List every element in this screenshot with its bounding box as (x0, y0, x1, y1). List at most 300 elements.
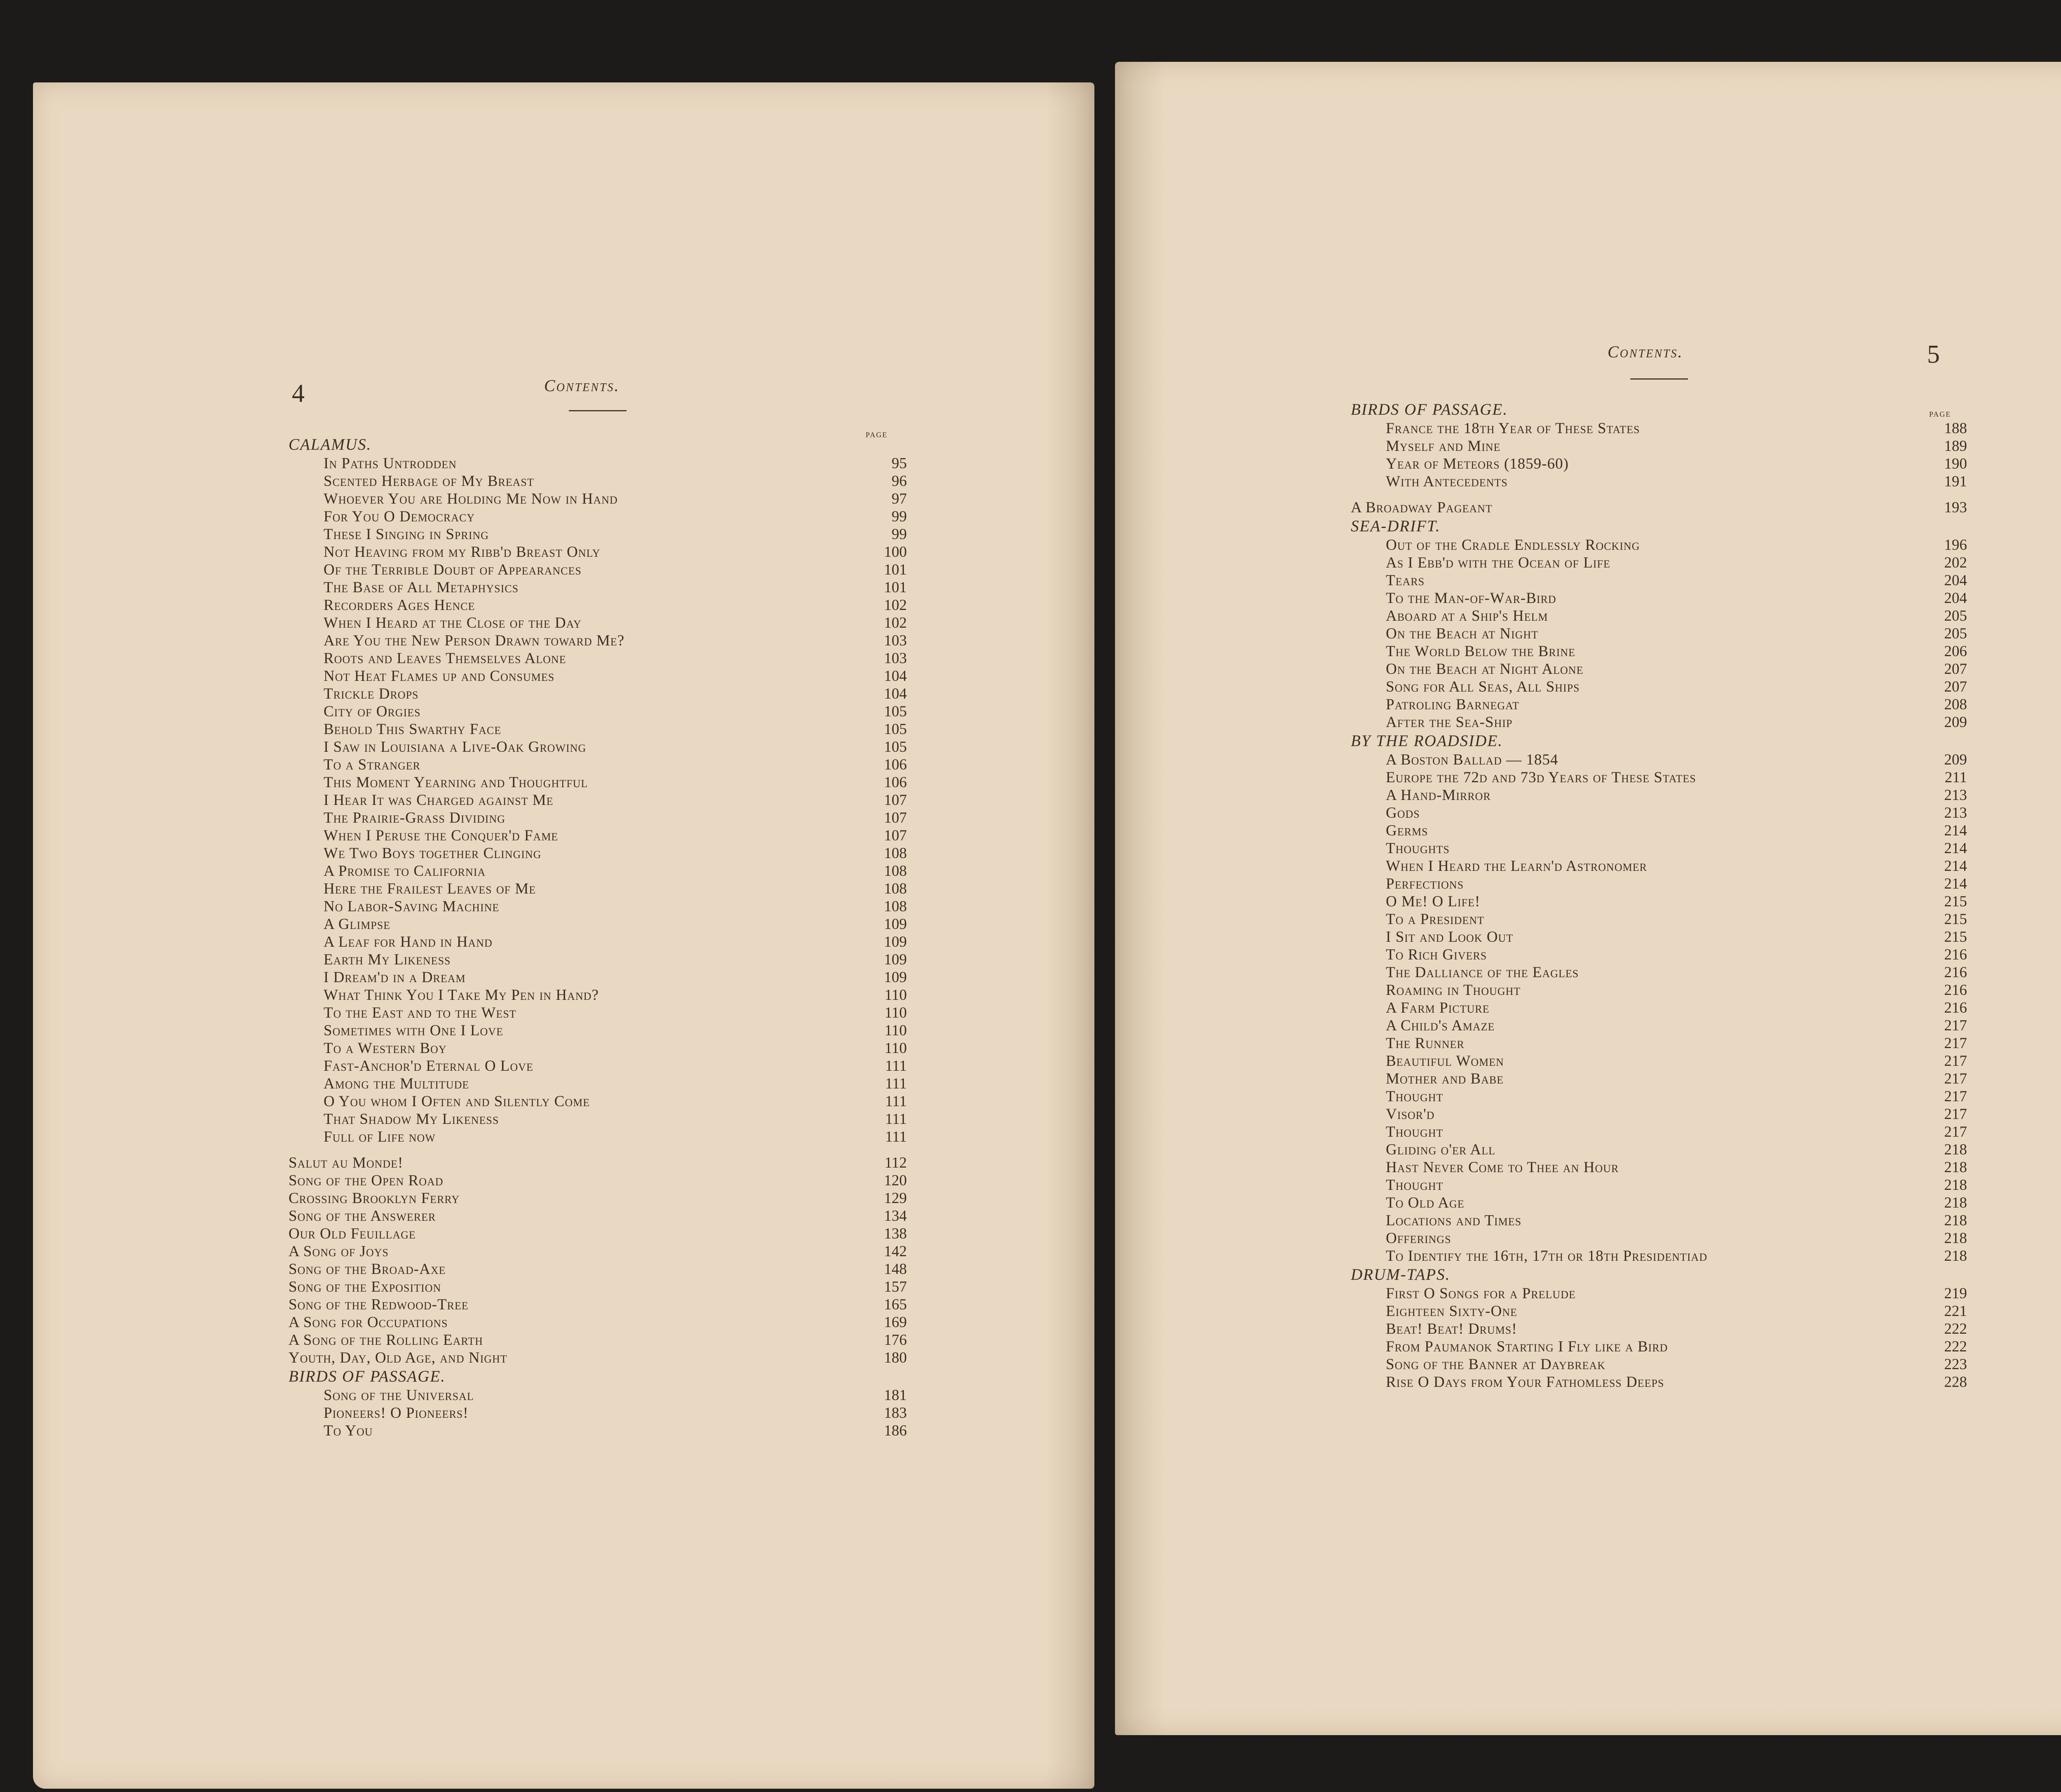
toc-entry-title: O Me! O Life! (1386, 893, 1481, 910)
toc-list-right (1351, 400, 1967, 1391)
toc-entry-page: 120 (884, 1172, 907, 1189)
toc-entry-title: Germs (1386, 822, 1428, 839)
toc-entry-page: 213 (1944, 787, 1967, 804)
toc-entry (1351, 840, 1967, 857)
toc-entry (289, 1004, 907, 1022)
page-label: page (866, 429, 888, 440)
toc-entry (289, 543, 907, 561)
toc-entry (289, 1110, 907, 1128)
toc-section-heading: BIRDS OF PASSAGE. (289, 1367, 446, 1385)
toc-entry (1351, 1356, 1967, 1373)
toc-entry (289, 720, 907, 738)
toc-entry-page: 101 (884, 579, 907, 596)
toc-entry (289, 933, 907, 951)
toc-entry-page: 110 (884, 1022, 907, 1039)
toc-entry-page: 218 (1944, 1141, 1967, 1158)
toc-entry-title: This Moment Yearning and Thoughtful (324, 774, 588, 791)
toc-entry-title: Gliding o'er All (1386, 1141, 1495, 1158)
toc-entry-title: Earth My Likeness (324, 951, 451, 968)
toc-entry-title: France the 18th Year of These States (1386, 420, 1640, 437)
toc-entry-page: 111 (885, 1075, 907, 1092)
toc-entry-title: The Base of All Metaphysics (324, 579, 519, 596)
toc-entry (1351, 1105, 1967, 1123)
toc-entry-title: Patroling Barnegat (1386, 696, 1519, 713)
toc-entry-page: 105 (884, 739, 907, 755)
gutter-shadow (1115, 62, 1164, 1735)
toc-entry (1351, 1373, 1967, 1391)
toc-entry-title: When I Heard the Learn'd Astronomer (1386, 858, 1647, 875)
toc-entry-page: 108 (884, 863, 907, 880)
toc-entry-title: Thoughts (1386, 840, 1450, 857)
toc-entry-title: Scented Herbage of My Breast (324, 473, 534, 490)
toc-entry (289, 685, 907, 703)
toc-entry (289, 703, 907, 720)
toc-entry-page: 205 (1944, 607, 1967, 624)
toc-entry-title: To a President (1386, 911, 1484, 928)
toc-entry-page: 109 (884, 934, 907, 950)
toc-entry-title: Myself and Mine (1386, 438, 1501, 455)
toc-entry (1351, 437, 1967, 455)
toc-entry-page: 214 (1944, 822, 1967, 839)
toc-entry-page: 103 (884, 632, 907, 649)
toc-entry-page: 206 (1944, 643, 1967, 660)
toc-entry-title: Year of Meteors (1859-60) (1386, 455, 1569, 472)
toc-entry (1351, 1017, 1967, 1034)
toc-entry (289, 1349, 907, 1367)
toc-entry-page: 196 (1944, 537, 1967, 554)
toc-entry-page: 142 (884, 1243, 907, 1260)
toc-entry-title: A Song of Joys (289, 1243, 389, 1260)
toc-entry-page: 207 (1944, 661, 1967, 678)
toc-entry-page: 107 (884, 792, 907, 809)
toc-entry-page: 99 (892, 508, 907, 525)
toc-entry (1351, 1302, 1967, 1320)
toc-entry-page: 107 (884, 827, 907, 844)
toc-entry (1351, 1176, 1967, 1194)
toc-entry-page: 191 (1944, 473, 1967, 490)
toc-entry-title: Out of the Cradle Endlessly Rocking (1386, 537, 1640, 554)
toc-entry-page: 219 (1944, 1285, 1967, 1302)
toc-entry-title: On the Beach at Night (1386, 625, 1539, 642)
toc-entry-page: 95 (892, 455, 907, 472)
left-page (33, 82, 1094, 1789)
toc-entry-page: 216 (1944, 964, 1967, 981)
toc-entry (289, 1243, 907, 1260)
toc-entry-page: 110 (884, 987, 907, 1004)
toc-entry-page: 218 (1944, 1177, 1967, 1194)
toc-entry-title: A Boston Ballad — 1854 (1386, 751, 1559, 768)
toc-entry-title: In Paths Untrodden (324, 455, 457, 472)
toc-entry-page: 216 (1944, 946, 1967, 963)
toc-entry-page: 216 (1944, 982, 1967, 999)
toc-entry (289, 898, 907, 915)
toc-section-heading: BIRDS OF PASSAGE. (1351, 401, 1508, 418)
toc-entry-page: 223 (1944, 1356, 1967, 1373)
toc-entry-title: Full of Life now (324, 1128, 436, 1145)
toc-entry-page: 129 (884, 1190, 907, 1207)
toc-entry-page: 108 (884, 845, 907, 862)
toc-entry-title: I Saw in Louisiana a Live-Oak Growing (324, 739, 587, 755)
toc-entry-title: Thought (1386, 1124, 1444, 1140)
toc-entry-page: 209 (1944, 751, 1967, 768)
toc-spacer (289, 1146, 907, 1154)
toc-entry (1351, 1194, 1967, 1212)
toc-entry (1351, 1320, 1967, 1338)
toc-entry (1351, 786, 1967, 804)
toc-entry-page: 157 (884, 1278, 907, 1295)
toc-entry-page: 218 (1944, 1230, 1967, 1247)
toc-entry-page: 138 (884, 1225, 907, 1242)
toc-entry-title: For You O Democracy (324, 508, 475, 525)
toc-entry-title: Sometimes with One I Love (324, 1022, 503, 1039)
toc-entry (1351, 1247, 1967, 1265)
toc-entry (289, 774, 907, 791)
toc-entry-title: The World Below the Brine (1386, 643, 1575, 660)
toc-entry-page: 193 (1944, 499, 1967, 516)
toc-entry (1351, 928, 1967, 946)
toc-entry (1351, 1338, 1967, 1356)
toc-section-heading: DRUM-TAPS. (1351, 1266, 1451, 1283)
toc-entry-title: These I Singing in Spring (324, 526, 489, 543)
toc-entry (1351, 1212, 1967, 1229)
toc-entry-title: Pioneers! O Pioneers! (324, 1405, 469, 1421)
toc-entry (289, 844, 907, 862)
toc-entry-title: Recorders Ages Hence (324, 597, 475, 614)
toc-entry (1351, 554, 1967, 572)
right-page (1115, 62, 2061, 1735)
toc-entry-title: When I Heard at the Close of the Day (324, 615, 582, 631)
toc-entry-page: 216 (1944, 999, 1967, 1016)
toc-entry (1351, 1088, 1967, 1105)
toc-entry (1351, 713, 1967, 731)
head-rule (569, 410, 627, 411)
toc-entry-page: 102 (884, 597, 907, 614)
toc-entry-page: 204 (1944, 572, 1967, 589)
toc-entry (1351, 1123, 1967, 1141)
toc-entry (289, 614, 907, 632)
toc-entry-page: 148 (884, 1261, 907, 1278)
toc-entry-page: 218 (1944, 1194, 1967, 1211)
toc-entry-title: The Dalliance of the Eagles (1386, 964, 1579, 981)
toc-entry (289, 809, 907, 827)
toc-entry-page: 217 (1944, 1106, 1967, 1123)
toc-entry-title: Song of the Broad-Axe (289, 1261, 446, 1278)
toc-entry (289, 1093, 907, 1110)
toc-entry-title: Song of the Open Road (289, 1172, 444, 1189)
toc-entry (289, 596, 907, 614)
toc-entry (289, 455, 907, 472)
toc-entry-page: 181 (884, 1387, 907, 1404)
toc-entry-title: To You (324, 1422, 373, 1439)
toc-entry (1351, 893, 1967, 910)
toc-spacer (1351, 490, 1967, 499)
toc-entry-title: Not Heaving from my Ribb'd Breast Only (324, 544, 601, 561)
toc-entry-title: To Identify the 16th, 17th or 18th Presidentiad (1386, 1248, 1707, 1264)
toc-entry (1351, 1052, 1967, 1070)
toc-entry-title: Among the Multitude (324, 1075, 469, 1092)
toc-entry-page: 214 (1944, 840, 1967, 857)
toc-entry-title: Offerings (1386, 1230, 1451, 1247)
toc-entry (1351, 625, 1967, 643)
toc-entry-title: When I Peruse the Conquer'd Fame (324, 827, 559, 844)
toc-entry-title: Eighteen Sixty-One (1386, 1303, 1517, 1320)
toc-entry-title: Song of the Redwood-Tree (289, 1296, 469, 1313)
toc-entry-title: A Song of the Rolling Earth (289, 1332, 483, 1349)
toc-entry (289, 1057, 907, 1075)
toc-entry-title: To Old Age (1386, 1194, 1465, 1211)
toc-entry-page: 207 (1944, 678, 1967, 695)
toc-entry-title: Visor'd (1386, 1106, 1435, 1123)
toc-entry (1351, 643, 1967, 660)
toc-entry-page: 217 (1944, 1053, 1967, 1070)
toc-entry-page: 109 (884, 951, 907, 968)
toc-entry-page: 111 (885, 1111, 907, 1128)
toc-entry-page: 218 (1944, 1212, 1967, 1229)
toc-entry-title: Trickle Drops (324, 685, 419, 702)
toc-entry-title: Not Heat Flames up and Consumes (324, 668, 555, 685)
toc-entry-title: To a Western Boy (324, 1040, 447, 1057)
toc-entry-page: 104 (884, 668, 907, 685)
toc-entry-title: Crossing Brooklyn Ferry (289, 1190, 460, 1207)
toc-entry (1351, 473, 1967, 490)
toc-entry-title: With Antecedents (1386, 473, 1508, 490)
toc-entry-title: Beat! Beat! Drums! (1386, 1321, 1517, 1337)
toc-entry-page: 105 (884, 703, 907, 720)
toc-entry-title: Behold This Swarthy Face (324, 721, 502, 738)
toc-entry-title: Song for All Seas, All Ships (1386, 678, 1580, 695)
toc-entry (1351, 499, 1967, 516)
toc-entry (289, 1278, 907, 1296)
toc-entry (289, 1172, 907, 1189)
toc-entry (289, 738, 907, 756)
toc-entry (1351, 696, 1967, 713)
toc-entry-title: I Dream'd in a Dream (324, 969, 466, 986)
toc-entry (289, 1075, 907, 1093)
toc-entry-page: 209 (1944, 714, 1967, 731)
toc-entry-page: 215 (1944, 893, 1967, 910)
toc-entry-title: Here the Frailest Leaves of Me (324, 880, 536, 897)
toc-entry (1351, 660, 1967, 678)
toc-entry-page: 109 (884, 969, 907, 986)
toc-entry (1351, 751, 1967, 769)
toc-entry-page: 222 (1944, 1338, 1967, 1355)
toc-entry-title: Hast Never Come to Thee an Hour (1386, 1159, 1619, 1176)
toc-entry (289, 632, 907, 650)
toc-entry (289, 1422, 907, 1440)
toc-entry-title: Of the Terrible Doubt of Appearances (324, 561, 582, 578)
toc-entry-page: 107 (884, 809, 907, 826)
toc-entry-title: Thought (1386, 1177, 1444, 1194)
running-head: Contents. (1608, 342, 1683, 361)
toc-entry-title: From Paumanok Starting I Fly like a Bird (1386, 1338, 1668, 1355)
toc-entry-page: 217 (1944, 1070, 1967, 1087)
toc-entry-title: Locations and Times (1386, 1212, 1522, 1229)
toc-entry (289, 1331, 907, 1349)
toc-entry (1351, 420, 1967, 437)
toc-entry (289, 969, 907, 986)
toc-entry-title: I Hear It was Charged against Me (324, 792, 554, 809)
page-number: 5 (1927, 340, 1940, 368)
toc-entry-page: 189 (1944, 438, 1967, 455)
toc-entry-title: Youth, Day, Old Age, and Night (289, 1349, 507, 1366)
toc-entry (1351, 1159, 1967, 1176)
toc-entry-title: City of Orgies (324, 703, 421, 720)
toc-entry (1351, 981, 1967, 999)
toc-entry-page: 202 (1944, 554, 1967, 571)
toc-entry-page: 213 (1944, 805, 1967, 821)
gutter-shadow (1045, 82, 1094, 1789)
toc-entry-title: A Song for Occupations (289, 1314, 448, 1331)
toc-entry-page: 104 (884, 685, 907, 702)
toc-entry-page: 106 (884, 756, 907, 773)
toc-entry (289, 650, 907, 667)
toc-entry (1351, 875, 1967, 893)
toc-entry-page: 111 (885, 1093, 907, 1110)
toc-entry (289, 1404, 907, 1422)
toc-entry-page: 211 (1944, 769, 1967, 786)
toc-entry (289, 827, 907, 844)
toc-entry-title: O You whom I Often and Silently Come (324, 1093, 590, 1110)
toc-entry-page: 217 (1944, 1088, 1967, 1105)
toc-entry-title: A Hand-Mirror (1386, 787, 1491, 804)
toc-entry-page: 165 (884, 1296, 907, 1313)
toc-entry-page: 100 (884, 544, 907, 561)
toc-entry-title: Salut au Monde! (289, 1154, 404, 1171)
toc-list-left (289, 435, 907, 1440)
toc-entry-title: A Promise to California (324, 863, 486, 880)
toc-entry-title: Fast-Anchor'd Eternal O Love (324, 1058, 533, 1074)
toc-entry-page: 214 (1944, 875, 1967, 892)
toc-entry-page: 103 (884, 650, 907, 667)
toc-entry-page: 222 (1944, 1321, 1967, 1337)
toc-entry-title: Europe the 72d and 73d Years of These States (1386, 769, 1696, 786)
toc-entry (1351, 607, 1967, 625)
toc-entry (289, 1386, 907, 1404)
toc-entry (289, 490, 907, 508)
toc-entry-page: 111 (885, 1128, 907, 1145)
toc-entry-title: I Sit and Look Out (1386, 929, 1514, 945)
toc-section-heading: SEA-DRIFT. (1351, 517, 1441, 535)
toc-entry (289, 508, 907, 525)
toc-entry (289, 1128, 907, 1146)
toc-entry (289, 472, 907, 490)
toc-entry-page: 101 (884, 561, 907, 578)
toc-entry-title: As I Ebb'd with the Ocean of Life (1386, 554, 1610, 571)
toc-entry-title: The Runner (1386, 1035, 1465, 1052)
toc-entry-title: Roaming in Thought (1386, 982, 1521, 999)
toc-entry (1351, 769, 1967, 786)
toc-entry-title: Aboard at a Ship's Helm (1386, 607, 1548, 624)
toc-entry (289, 1207, 907, 1225)
toc-entry (1351, 1285, 1967, 1302)
toc-entry (1351, 1070, 1967, 1088)
toc-entry-page: 102 (884, 615, 907, 631)
toc-entry-title: To the East and to the West (324, 1004, 516, 1021)
toc-entry (289, 579, 907, 596)
toc-section-heading: BY THE ROADSIDE. (1351, 732, 1503, 750)
toc-entry-title: No Labor-Saving Machine (324, 898, 500, 915)
toc-entry (1351, 804, 1967, 822)
toc-entry-page: 110 (884, 1040, 907, 1057)
toc-entry-title: Gods (1386, 805, 1420, 821)
head-rule (1630, 378, 1688, 380)
toc-entry-title: A Broadway Pageant (1351, 499, 1493, 516)
toc-entry-page: 112 (884, 1154, 907, 1171)
toc-entry-page: 96 (892, 473, 907, 490)
toc-entry-page: 215 (1944, 911, 1967, 928)
toc-entry-page: 176 (884, 1332, 907, 1349)
toc-entry (289, 880, 907, 898)
toc-entry (289, 986, 907, 1004)
toc-entry-page: 217 (1944, 1124, 1967, 1140)
toc-entry-title: Tears (1386, 572, 1425, 589)
toc-entry (1351, 964, 1967, 981)
toc-entry-title: Are You the New Person Drawn toward Me? (324, 632, 625, 649)
toc-entry (1351, 999, 1967, 1017)
toc-entry (1351, 1034, 1967, 1052)
running-head: Contents. (544, 376, 620, 395)
toc-entry-page: 108 (884, 880, 907, 897)
toc-entry-title: Song of the Exposition (289, 1278, 441, 1295)
toc-entry-page: 110 (884, 1004, 907, 1021)
toc-entry-page: 111 (885, 1058, 907, 1074)
toc-entry (1351, 910, 1967, 928)
toc-entry-page: 221 (1944, 1303, 1967, 1320)
toc-entry-title: We Two Boys together Clinging (324, 845, 542, 862)
toc-entry-title: Our Old Feuillage (289, 1225, 416, 1242)
toc-entry (1351, 536, 1967, 554)
toc-entry-title: After the Sea-Ship (1386, 714, 1513, 731)
toc-entry-page: 109 (884, 916, 907, 933)
toc-entry-page: 217 (1944, 1035, 1967, 1052)
toc-entry (1351, 946, 1967, 964)
toc-entry (289, 1260, 907, 1278)
toc-entry-page: 188 (1944, 420, 1967, 437)
toc-entry (289, 791, 907, 809)
toc-entry-page: 204 (1944, 590, 1967, 607)
toc-entry-page: 180 (884, 1349, 907, 1366)
toc-entry-page: 105 (884, 721, 907, 738)
toc-entry-title: Perfections (1386, 875, 1464, 892)
toc-entry-page: 134 (884, 1208, 907, 1224)
toc-entry-title: A Glimpse (324, 916, 391, 933)
toc-entry-title: That Shadow My Likeness (324, 1111, 499, 1128)
toc-entry-page: 106 (884, 774, 907, 791)
toc-entry-title: A Child's Amaze (1386, 1017, 1495, 1034)
toc-entry-title: On the Beach at Night Alone (1386, 661, 1584, 678)
toc-entry (289, 667, 907, 685)
toc-entry-title: The Prairie-Grass Dividing (324, 809, 505, 826)
toc-entry (289, 1225, 907, 1243)
toc-entry-title: A Farm Picture (1386, 999, 1490, 1016)
toc-entry-page: 169 (884, 1314, 907, 1331)
toc-section-heading: CALAMUS. (289, 436, 372, 453)
toc-entry-title: Song of the Answerer (289, 1208, 436, 1224)
toc-entry-page: 99 (892, 526, 907, 543)
toc-entry-page: 108 (884, 898, 907, 915)
toc-entry (1351, 572, 1967, 589)
toc-entry-page: 190 (1944, 455, 1967, 472)
toc-entry (289, 1296, 907, 1314)
toc-entry (289, 756, 907, 774)
toc-entry (1351, 857, 1967, 875)
toc-entry-title: First O Songs for a Prelude (1386, 1285, 1576, 1302)
toc-entry (1351, 822, 1967, 840)
toc-entry (289, 561, 907, 579)
toc-entry-title: Thought (1386, 1088, 1444, 1105)
toc-entry-page: 205 (1944, 625, 1967, 642)
toc-entry-title: Mother and Babe (1386, 1070, 1504, 1087)
